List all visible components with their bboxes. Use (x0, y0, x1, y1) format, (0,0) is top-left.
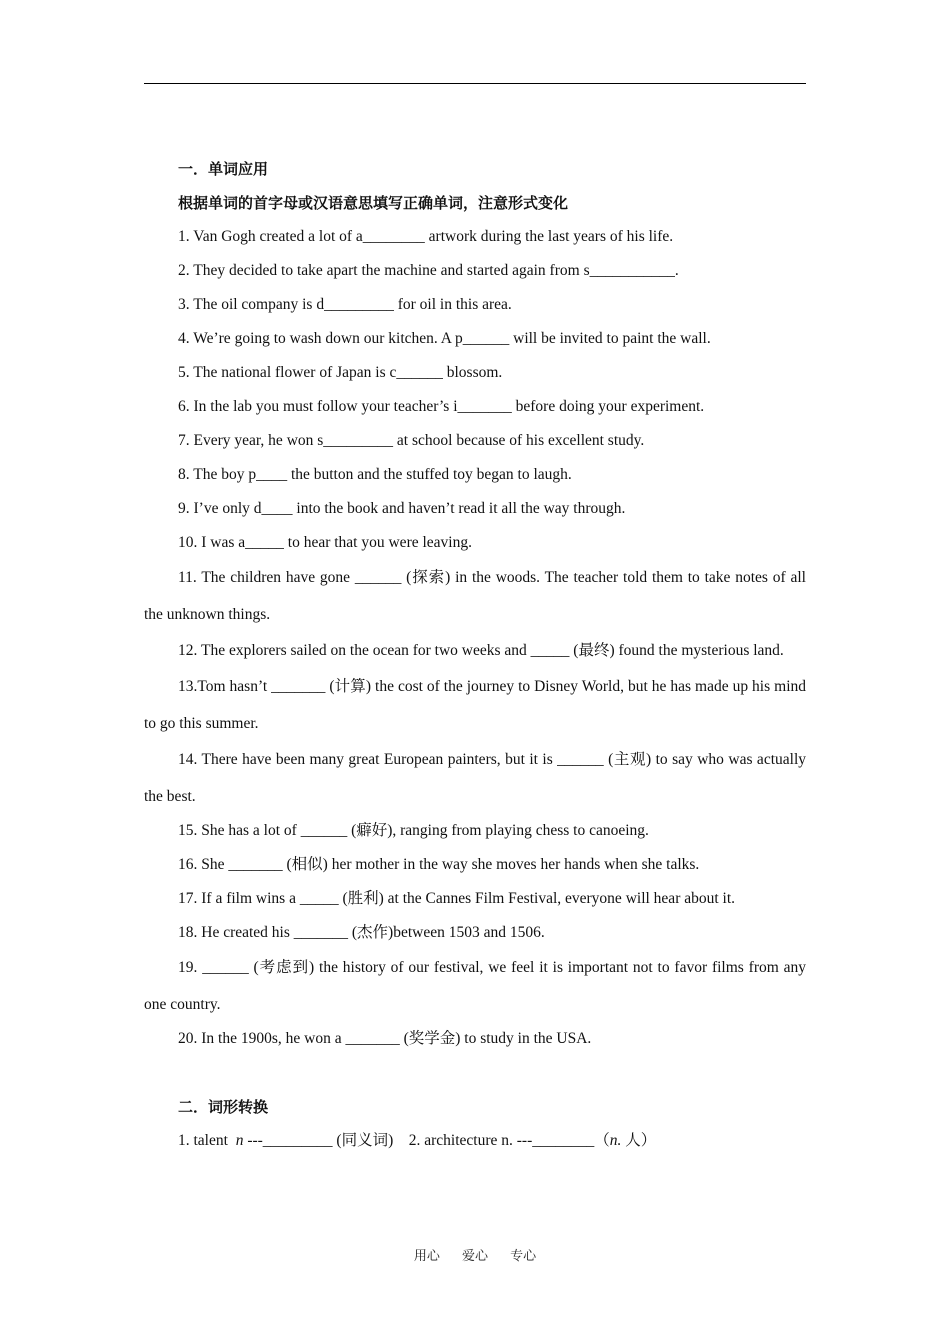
section-2-title: 二．词形转换 (178, 1098, 269, 1116)
question-12: 12. The explorers sailed on the ocean for two weeks and _____ (最终) found the mysterious land. (178, 642, 784, 659)
question-13: 13.Tom hasn’t _______ (计算) the cost of the journey to Disney World, but he has made up his mind to go this summer. (144, 678, 806, 732)
question-8: 8. The boy p____ the button and the stuffed toy began to laugh. (178, 466, 572, 483)
question-20: 20. In the 1900s, he won a _______ (奖学金) to study in the USA. (178, 1030, 592, 1047)
conversion-item-2-word: 2. architecture n. ---________（ (408, 1132, 610, 1149)
section-gap (144, 1056, 806, 1090)
section-1-instruction: 根据单词的首字母或汉语意思填写正确单词，注意形式变化 (178, 194, 569, 212)
word-conversion-row (144, 1124, 806, 1158)
question-17: 17. If a film wins a _____ (胜利) at the Cannes Film Festival, everyone will hear about it. (178, 890, 736, 907)
question-4: 4. We’re going to wash down our kitchen. A p______ will be invited to paint the wall. (178, 330, 711, 347)
question-3: 3. The oil company is d_________ for oil in this area. (178, 296, 512, 313)
question-6: 6. In the lab you must follow your teacher’s i_______ before doing your experiment. (178, 398, 705, 415)
question-15: 15. She has a lot of ______ (癖好), ranging from playing chess to canoeing. (178, 822, 649, 839)
footer-word-3: 专心 (510, 1249, 537, 1264)
question-7: 7. Every year, he won s_________ at school because of his excellent study. (178, 432, 645, 449)
question-19: 19. ______ (考虑到) the history of our festival, we feel it is important not to favor films from any one country. (144, 959, 806, 1013)
question-2: 2. They decided to take apart the machine and started again from s___________. (178, 262, 679, 279)
header-rule (144, 83, 806, 84)
conversion-item-1-word: 1. talent (178, 1132, 236, 1149)
conversion-item-2-hint: 人） (621, 1132, 657, 1149)
question-1: 1. Van Gogh created a lot of a________ artwork during the last years of his life. (178, 228, 674, 245)
question-10: 10. I was a_____ to hear that you were leaving. (178, 534, 472, 551)
footer-word-2: 爱心 (461, 1249, 488, 1264)
conversion-item-1-blank: ---_________ (同义词) (243, 1132, 394, 1149)
question-5: 5. The national flower of Japan is c______ blossom. (178, 364, 503, 381)
question-11: 11. The children have gone ______ (探索) in the woods. The teacher told them to take notes of all the unknown things. (144, 569, 806, 623)
question-9: 9. I’ve only d____ into the book and haven’t read it all the way through. (178, 500, 626, 517)
conversion-item-1-pos: n (235, 1132, 244, 1149)
question-16: 16. She _______ (相似) her mother in the way she moves her hands when she talks. (178, 856, 700, 873)
page-footer (0, 1245, 950, 1264)
conversion-item-2-pos: n. (609, 1132, 622, 1149)
section-1-title: 一．单词应用 (178, 160, 269, 178)
footer-word-1: 用心 (413, 1249, 440, 1264)
question-14: 14. There have been many great European painters, but it is ______ (主观) to say who was actually the best. (144, 751, 806, 805)
document-body (144, 152, 806, 1158)
question-18: 18. He created his _______ (杰作)between 1503 and 1506. (178, 924, 545, 941)
